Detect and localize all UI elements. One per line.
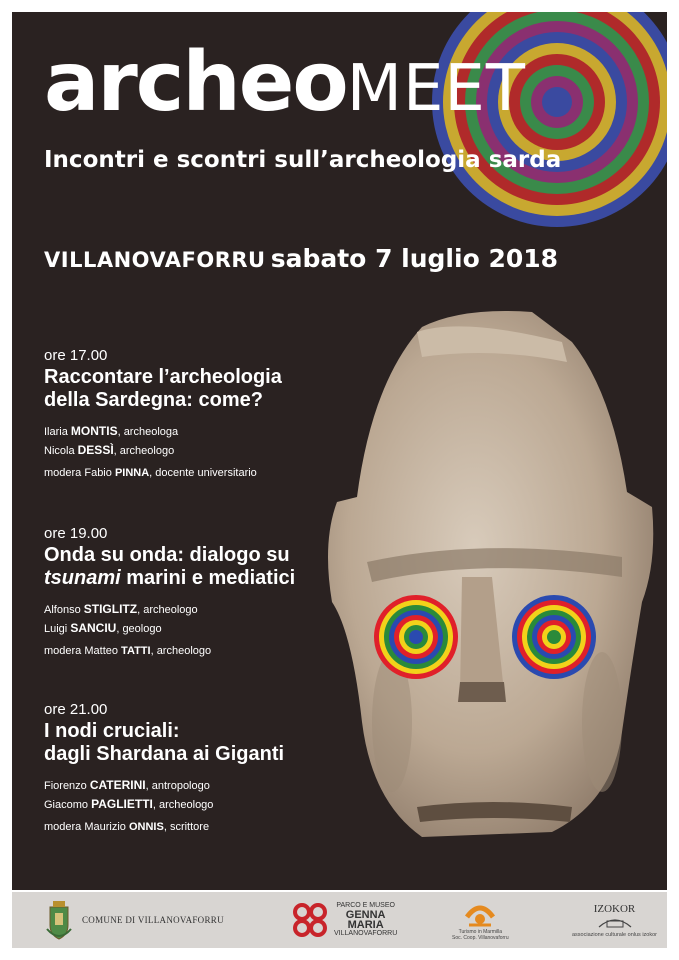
right-eye-target-graphic	[512, 595, 596, 679]
session-time: ore 21.00	[44, 701, 108, 718]
turismo-emblem-icon	[461, 899, 499, 929]
moderator: modera Fabio PINNA, docente universitario	[44, 467, 257, 479]
speaker: Nicola DESSÌ, archeologo	[44, 443, 175, 457]
session-title-line: Raccontare l’archeologia	[44, 366, 282, 388]
stone-head-statue-image	[312, 302, 667, 862]
left-eye-target-graphic	[374, 595, 458, 679]
izokor-logo	[572, 892, 657, 948]
comune-label: COMUNE DI VILLANOVAFORRU	[82, 915, 224, 925]
session-title	[44, 366, 364, 412]
session-time: ore 17.00	[44, 347, 108, 364]
moderator: modera Matteo TATTI, archeologo	[44, 645, 212, 657]
speaker: Giacomo PAGLIETTI, archeologo	[44, 797, 214, 811]
session-2	[44, 525, 364, 657]
subtitle: Incontri e scontri sull’archeologia sarda	[44, 147, 562, 173]
speaker: Alfonso STIGLITZ, archeologo	[44, 602, 198, 616]
moderator: modera Maurizio ONNIS, scrittore	[44, 821, 210, 833]
comune-logo	[44, 892, 224, 948]
brand-archeo: archeo	[44, 35, 347, 130]
session-title	[44, 544, 364, 590]
event-place: VILLANOVAFORRU	[44, 248, 266, 272]
session-title-line: Onda su onda: dialogo su	[44, 544, 290, 566]
speaker: Fiorenzo CATERINI, antropologo	[44, 778, 210, 792]
session-title-line: I nodi cruciali:	[44, 720, 180, 742]
session-time: ore 19.00	[44, 525, 108, 542]
coat-of-arms-icon	[44, 899, 74, 941]
session-title-line: dagli Shardana ai Giganti	[44, 743, 285, 765]
speaker: Ilaria MONTIS, archeologa	[44, 424, 179, 438]
parco-emblem-icon	[290, 900, 330, 940]
turismo-marmilla-logo: Turismo in Marmilla Soc. Coop. Villanovaforru	[452, 892, 509, 948]
speaker: Luigi SANCIU, geologo	[44, 621, 162, 635]
event-date: sabato 7 luglio 2018	[270, 244, 559, 273]
izokor-emblem-icon	[595, 915, 635, 929]
izokor-subtitle: associazione culturale onlus izokor	[572, 931, 657, 938]
parco-label: PARCO E MUSEO GENNA MARIA VILLANOVAFORRU	[334, 902, 398, 937]
sponsor-footer	[12, 892, 667, 948]
parco-genna-maria-logo	[290, 892, 397, 948]
poster	[12, 12, 667, 890]
session-1	[44, 347, 364, 479]
event-dateline	[44, 244, 558, 273]
brand-meet: MEET	[346, 52, 526, 126]
brand-logo	[44, 35, 526, 130]
session-3	[44, 701, 364, 833]
session-title-line: tsunami marini e mediatici	[44, 567, 296, 589]
session-title	[44, 720, 364, 766]
izokor-name: IZOKOR	[593, 902, 636, 915]
session-title-line: della Sardegna: come?	[44, 389, 263, 411]
